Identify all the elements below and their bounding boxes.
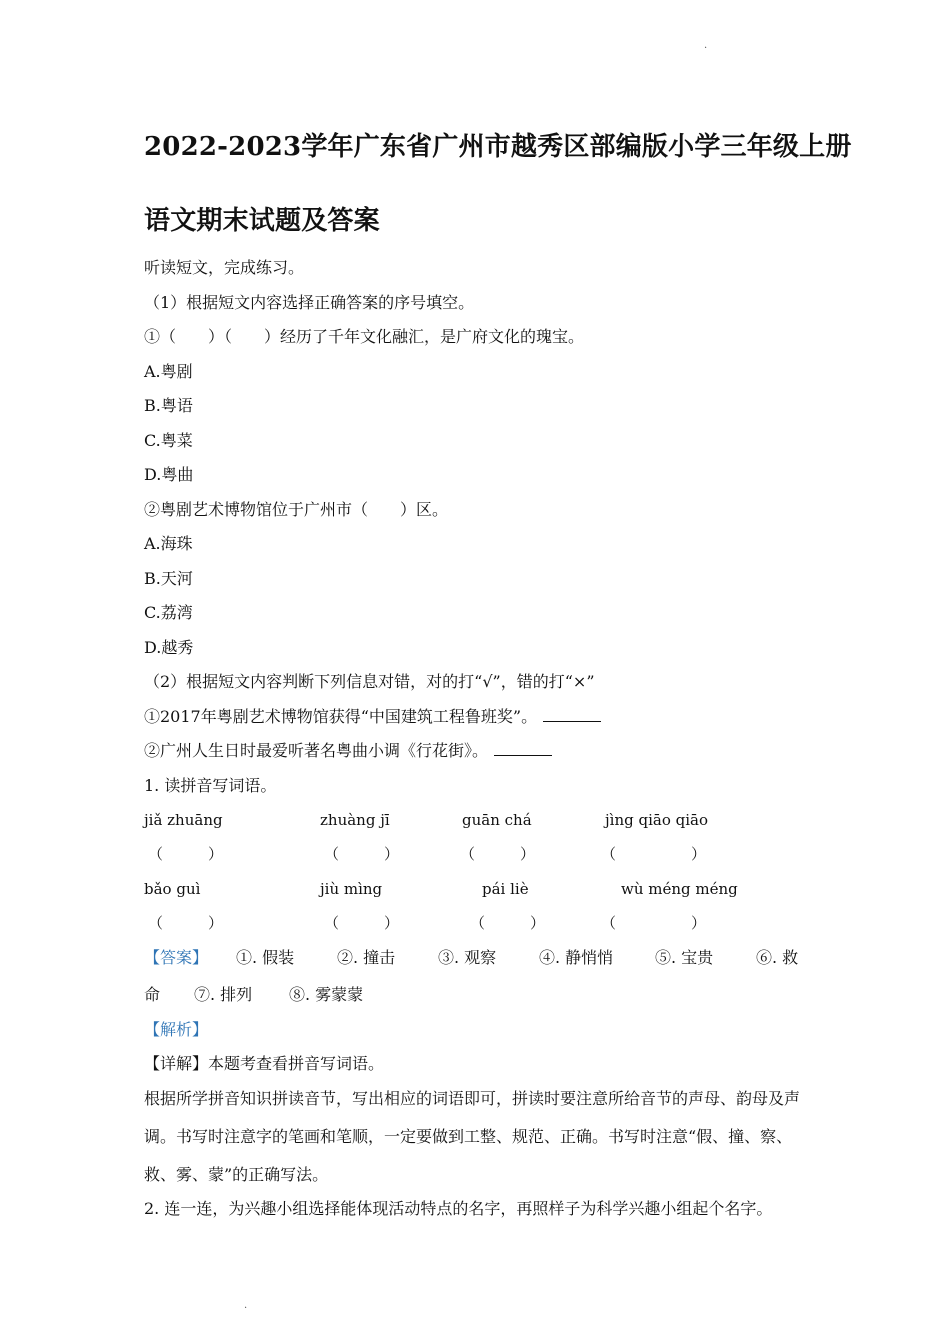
- question2-prompt: 2. 连一连，为兴趣小组选择能体现活动特点的名字，再照样子为科学兴趣小组起个名字。: [144, 1199, 773, 1218]
- word-blank: （ ）: [460, 845, 536, 863]
- answer-item: ②. 撞击: [337, 948, 396, 967]
- q2-option-d: D.越秀: [144, 638, 194, 657]
- word-blank: （ ）: [470, 914, 546, 932]
- pinyin-item: guān chá: [462, 811, 532, 829]
- part2-statement2: ②广州人生日时最爱听著名粤曲小调《行花街》。: [144, 740, 552, 762]
- word-blank: （ ）: [148, 914, 224, 932]
- word-blank: （ ）: [601, 914, 707, 932]
- q2-option-a: A.海珠: [144, 534, 193, 553]
- footer-dot: .: [244, 1300, 248, 1311]
- part2-statement1: ①2017年粤剧艺术博物馆获得“中国建筑工程鲁班奖”。: [144, 706, 601, 728]
- answer-blank: [494, 741, 552, 756]
- answer-item: ⑧. 雾蒙蒙: [289, 985, 364, 1004]
- answer-item: ③. 观察: [438, 948, 497, 967]
- answer-item: ⑦. 排列: [194, 985, 253, 1004]
- answer-item: ①. 假装: [236, 948, 295, 967]
- answer-line-1: [144, 947, 808, 969]
- answer-tag: 【答案】: [144, 948, 209, 967]
- pinyin-item: bǎo guì: [144, 880, 201, 898]
- answer-item: ④. 静悄悄: [539, 948, 614, 967]
- word-blank: （ ）: [324, 845, 400, 863]
- answer-item: ⑥. 救: [756, 948, 799, 967]
- q1-option-b: B.粤语: [144, 396, 193, 415]
- q1-option-d: D.粤曲: [144, 465, 194, 484]
- pinyin-item: jìng qiāo qiāo: [605, 811, 708, 829]
- word-blank: （ ）: [601, 845, 707, 863]
- pinyin-item: zhuàng jī: [320, 811, 390, 829]
- intro-text: 听读短文，完成练习。: [144, 258, 305, 277]
- answer-item: ⑤. 宝贵: [655, 948, 714, 967]
- pinyin-item: jiù mìng: [320, 880, 383, 898]
- explanation-paragraph: 根据所学拼音知识拼读音节，写出相应的词语即可，拼读时要注意所给音节的声母、韵母及声调。书写时注意字的笔画和笔顺，一定要做到工整、规范、正确。书写时注意“假、撞、察、救、雾、蒙”的正确写法。: [144, 1089, 801, 1184]
- document-title-line2: 语文期末试题及答案: [144, 206, 380, 236]
- q1-option-c: C.粤菜: [144, 431, 193, 450]
- part1-heading: （1）根据短文内容选择正确答案的序号填空。: [144, 293, 475, 312]
- q1-option-a: A.粤剧: [144, 362, 193, 381]
- pinyin-item: pái liè: [482, 880, 529, 898]
- pinyin-item: jiǎ zhuāng: [144, 811, 223, 829]
- header-dot: .: [704, 40, 708, 51]
- q2-option-b: B.天河: [144, 569, 193, 588]
- question1-prompt: 1. 读拼音写词语。: [144, 776, 277, 795]
- analysis-tag: 【解析】: [144, 1020, 209, 1039]
- q2-option-c: C.荔湾: [144, 603, 193, 622]
- word-blank: （ ）: [148, 845, 224, 863]
- answer-blank: [543, 707, 601, 722]
- document-title-line1: 2022-2023学年广东省广州市越秀区部编版小学三年级上册: [144, 132, 852, 162]
- part2-heading: （2）根据短文内容判断下列信息对错，对的打“√”，错的打“×”: [144, 672, 595, 691]
- part1-question2: ②粤剧艺术博物馆位于广州市（ ）区。: [144, 500, 449, 519]
- pinyin-item: wù méng méng: [621, 880, 738, 898]
- part1-question1: ①（ ）（ ）经历了千年文化融汇，是广府文化的瑰宝。: [144, 327, 585, 346]
- answer-item: 命: [144, 985, 161, 1004]
- word-blank: （ ）: [324, 914, 400, 932]
- answer-line-2: [144, 984, 808, 1006]
- detail-text: 【详解】本题考查看拼音写词语。: [144, 1054, 385, 1073]
